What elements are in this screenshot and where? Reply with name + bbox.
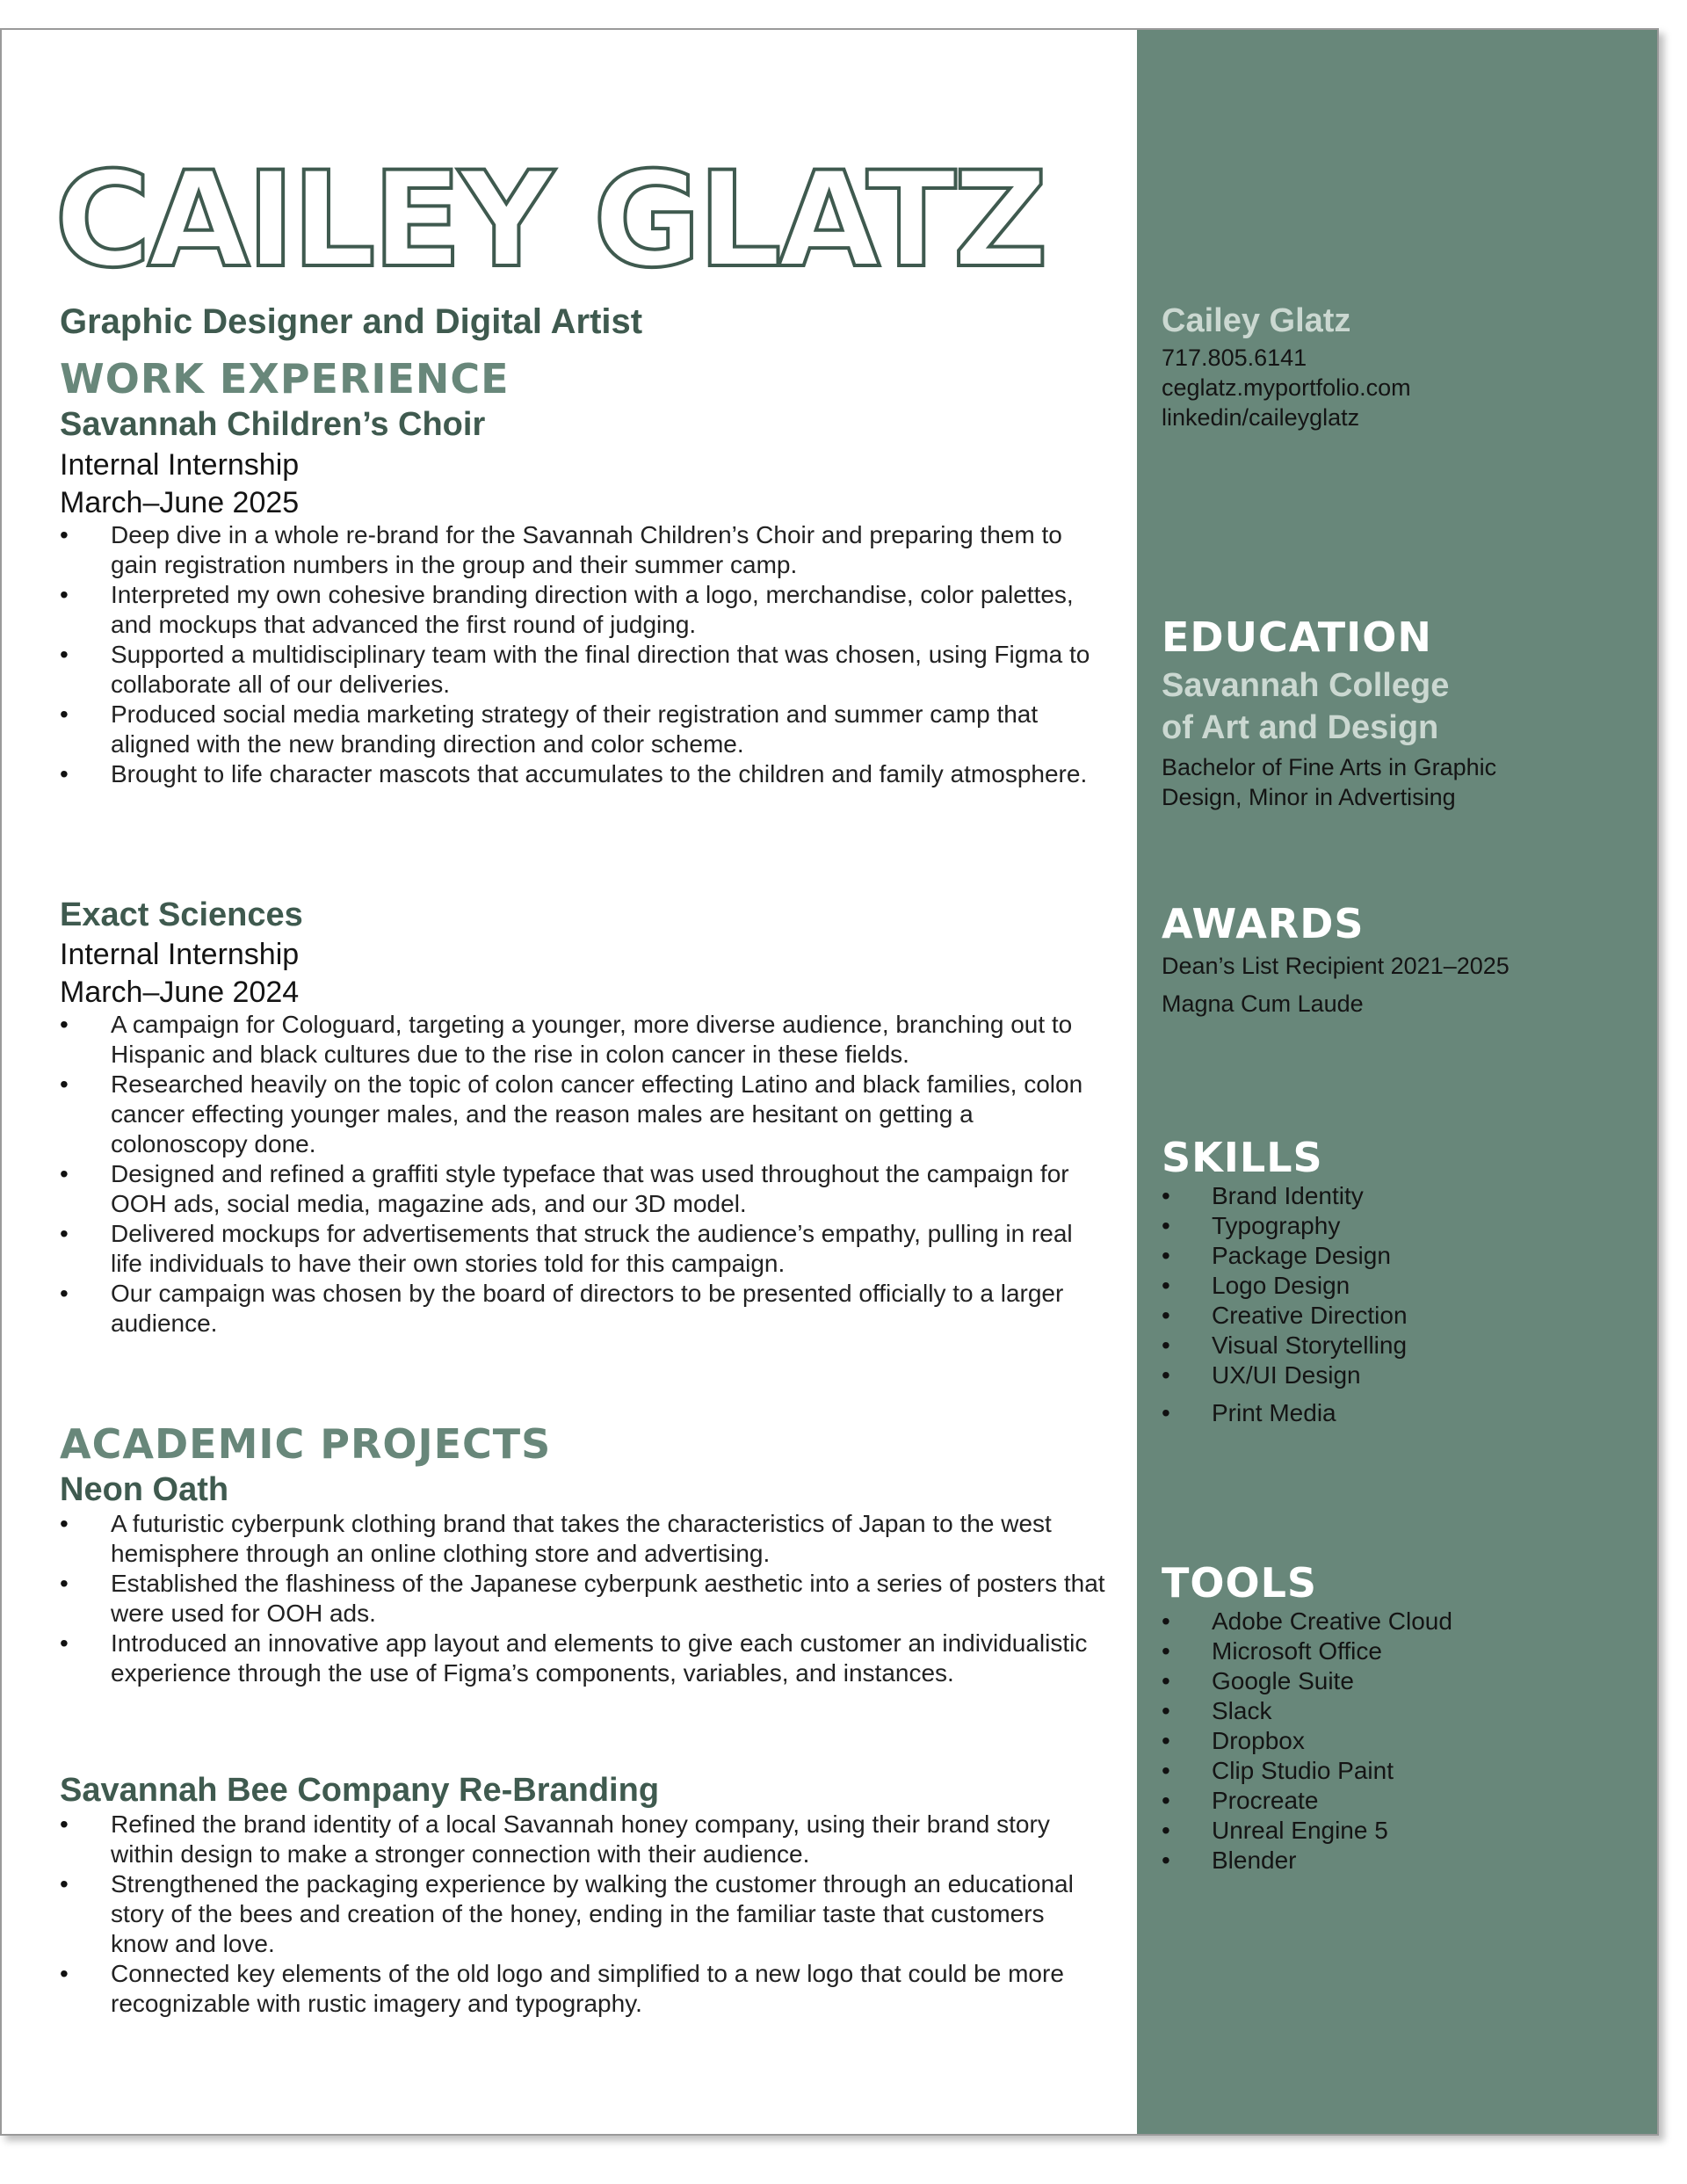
project-bullets xyxy=(60,1810,1105,2019)
tools-list xyxy=(1162,1607,1452,1876)
work-experience-heading: WORK EXPERIENCE xyxy=(60,355,510,403)
list-item: • Dropbox xyxy=(1162,1726,1452,1756)
list-item: • Logo Design xyxy=(1162,1271,1408,1301)
list-item: • Brought to life character mascots that accumulates to the children and family atmosphere. xyxy=(60,759,1105,789)
job-dates: March–June 2024 xyxy=(60,976,300,1009)
list-item: • A campaign for Cologuard, targeting a younger, more diverse audience, branching out to Hispanic and black cultures due to the rise in colon cancer in these fields. xyxy=(60,1010,1105,1070)
list-item: • Our campaign was chosen by the board of directors to be presented officially to a larger audience. xyxy=(60,1279,1105,1339)
tools-heading: TOOLS xyxy=(1162,1559,1318,1607)
list-item: • Package Design xyxy=(1162,1241,1408,1271)
skills-list xyxy=(1162,1181,1408,1428)
list-item: • Designed and refined a graffiti style typeface that was used throughout the campaign for OOH ads, social media, magazine ads, and our 3D model. xyxy=(60,1159,1105,1219)
education-heading: EDUCATION xyxy=(1162,613,1432,661)
list-item: • Brand Identity xyxy=(1162,1181,1408,1211)
job-role: Internal Internship xyxy=(60,938,300,971)
project-name: Savannah Bee Company Re-Branding xyxy=(60,1772,660,1809)
job-role: Internal Internship xyxy=(60,448,300,482)
list-item: • Creative Direction xyxy=(1162,1301,1408,1331)
school-name-line2: of Art and Design xyxy=(1162,709,1439,746)
school-name-line1: Savannah College xyxy=(1162,667,1450,704)
job-bullets xyxy=(60,520,1105,789)
list-item: • Slack xyxy=(1162,1696,1452,1726)
degree-line2: Design, Minor in Advertising xyxy=(1162,784,1456,810)
list-item: • Visual Storytelling xyxy=(1162,1331,1408,1360)
project-name: Neon Oath xyxy=(60,1471,229,1508)
list-item: • Adobe Creative Cloud xyxy=(1162,1607,1452,1636)
resume-page xyxy=(0,28,1659,2136)
list-item: • Clip Studio Paint xyxy=(1162,1756,1452,1786)
list-item: • Print Media xyxy=(1162,1398,1408,1428)
list-item: • Produced social media marketing strategy of their registration and summer camp that aligned with the new branding direction and color scheme. xyxy=(60,700,1105,759)
job-dates: March–June 2025 xyxy=(60,486,300,519)
list-item: • Refined the brand identity of a local Savannah honey company, using their brand story within design to make a stronger connection with their audience. xyxy=(60,1810,1105,1869)
list-item: • Established the flashiness of the Japanese cyberpunk aesthetic into a series of posters that were used for OOH ads. xyxy=(60,1569,1105,1629)
list-item: • Introduced an innovative app layout and elements to give each customer an individualistic experience through the use of Figma’s components, variables, and instances. xyxy=(60,1629,1105,1688)
award-item: Dean’s List Recipient 2021–2025 xyxy=(1162,953,1510,979)
list-item: • Connected key elements of the old logo and simplified to a new logo that could be more recognizable with rustic imagery and typography. xyxy=(60,1959,1105,2019)
logo-lettering: CAILEY GLATZ xyxy=(54,144,1046,297)
skills-heading: SKILLS xyxy=(1162,1134,1323,1181)
tagline: Graphic Designer and Digital Artist xyxy=(60,302,643,341)
list-item: • Unreal Engine 5 xyxy=(1162,1816,1452,1846)
contact-portfolio-link[interactable]: ceglatz.myportfolio.com xyxy=(1162,374,1411,401)
list-item: • A futuristic cyberpunk clothing brand that takes the characteristics of Japan to the west hemisphere through an online clothing store and advertising. xyxy=(60,1509,1105,1569)
award-item: Magna Cum Laude xyxy=(1162,990,1364,1017)
job-bullets xyxy=(60,1010,1105,1339)
contact-phone: 717.805.6141 xyxy=(1162,345,1307,371)
list-item: • UX/UI Design xyxy=(1162,1360,1408,1390)
list-item: • Microsoft Office xyxy=(1162,1636,1452,1666)
academic-projects-heading: ACADEMIC PROJECTS xyxy=(60,1420,552,1468)
list-item: • Strengthened the packaging experience by walking the customer through an educational story of the bees and creation of the honey, ending in the familiar taste that customers know and love. xyxy=(60,1869,1105,1959)
list-item: • Interpreted my own cohesive branding direction with a logo, merchandise, color palettes, and mockups that advanced the first round of judging. xyxy=(60,580,1105,640)
contact-name: Cailey Glatz xyxy=(1162,302,1351,339)
project-bullets xyxy=(60,1509,1105,1688)
awards-heading: AWARDS xyxy=(1162,900,1365,947)
list-item: • Deep dive in a whole re-brand for the Savannah Children’s Choir and preparing them to gain registration numbers in the group and their summer camp. xyxy=(60,520,1105,580)
job-company: Savannah Children’s Choir xyxy=(60,406,486,443)
list-item: • Delivered mockups for advertisements that struck the audience’s empathy, pulling in real life individuals to have their own stories told for this campaign. xyxy=(60,1219,1105,1279)
contact-linkedin-link[interactable]: linkedin/caileyglatz xyxy=(1162,404,1360,431)
list-item: • Blender xyxy=(1162,1846,1452,1876)
degree-line1: Bachelor of Fine Arts in Graphic xyxy=(1162,754,1497,780)
list-item: • Supported a multidisciplinary team with the final direction that was chosen, using Figma to collaborate all of our deliveries. xyxy=(60,640,1105,700)
list-item: • Researched heavily on the topic of colon cancer effecting Latino and black families, colon cancer effecting younger males, and the reason males are hesitant on getting a colonoscopy done. xyxy=(60,1070,1105,1159)
name-logo xyxy=(54,134,1046,301)
list-item: • Typography xyxy=(1162,1211,1408,1241)
list-item: • Procreate xyxy=(1162,1786,1452,1816)
list-item: • Google Suite xyxy=(1162,1666,1452,1696)
job-company: Exact Sciences xyxy=(60,896,303,933)
